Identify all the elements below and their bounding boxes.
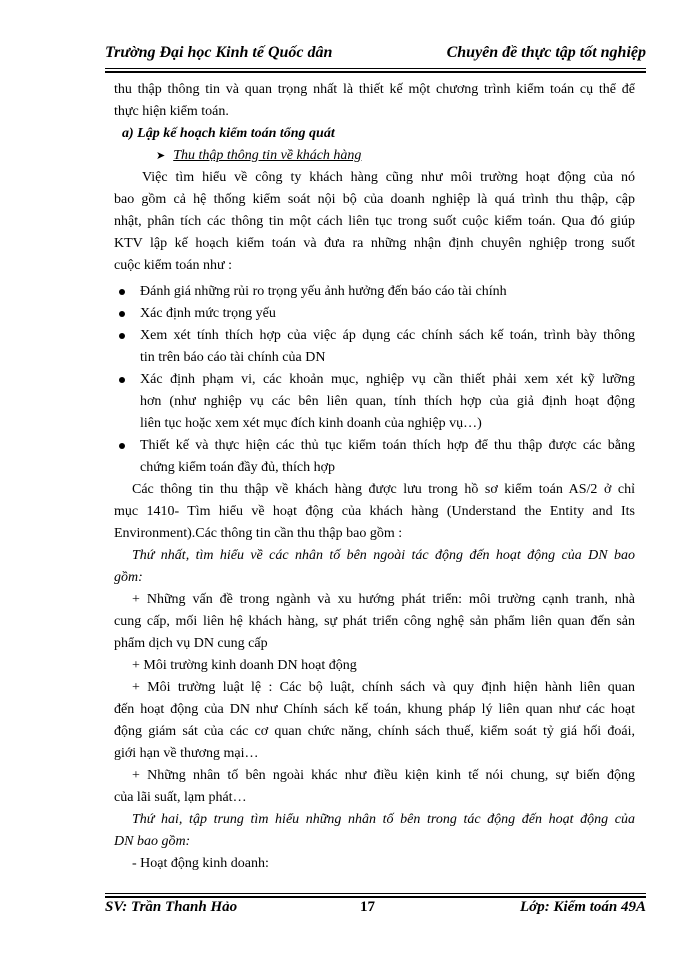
header-rule [105, 68, 646, 69]
bullet-icon [119, 333, 125, 339]
paragraph-line: Việc tìm hiểu về công ty khách hàng cũng như môi trường hoạt động của nó [142, 170, 635, 185]
bullet-text: hơn (như nghiệp vụ các bên liên quan, tính thích hợp của giả định hoạt động [140, 394, 635, 409]
bullet-text: Xác định phạm vi, các khoản mục, nghiệp vụ cần thiết phải xem xét kỹ lưỡng [140, 372, 635, 387]
bullet-icon [119, 311, 125, 317]
external-factor-line: của lãi suất, lạm phát… [114, 790, 247, 805]
subheading [114, 145, 635, 167]
internal-factor-line: - Hoạt động kinh doanh: [132, 856, 269, 871]
external-factor-line: + Môi trường luật lệ : Các bộ luật, chính sách và quy định hiện hành liên quan [132, 680, 635, 695]
footer-rule [105, 893, 646, 894]
external-factor-line: + Môi trường kinh doanh DN hoạt động [132, 658, 357, 673]
bullet-text: chứng kiểm toán đầy đủ, thích hợp [140, 460, 336, 475]
external-factor-line: giới hạn về thương mại… [114, 746, 259, 761]
bullet-text: liên tục hoặc xem xét mục đích kinh doanh của nghiệp vụ…) [140, 416, 482, 431]
header-university: Trường Đại học Kinh tế Quốc dân [105, 44, 333, 61]
arrow-bullet-icon: ➤ [156, 150, 166, 162]
italic-heading-first: gồm: [114, 570, 143, 585]
intro-line: thu thập thông tin và quan trọng nhất là thiết kế một chương trình kiểm toán cụ thể để [114, 82, 635, 97]
bullet-text: Xem xét tính thích hợp của việc áp dụng các chính sách kế toán, trình bày thông [140, 328, 635, 343]
footer-student: SV: Trần Thanh Hảo [105, 899, 238, 915]
external-factor-line: cung cấp, mối liên hệ khách hàng, sự phát triển công nghệ sản phẩm liên quan đến sản [114, 614, 635, 629]
header-document-type: Chuyên đề thực tập tốt nghiệp [446, 44, 646, 61]
bullet-icon [119, 377, 125, 383]
bullet-icon [119, 443, 125, 449]
paragraph-line: KTV lập kế hoạch kiểm toán và đưa ra những nhận định chuyên nghiệp trong suốt [114, 236, 635, 251]
page-header [105, 42, 646, 68]
italic-heading-second: DN bao gồm: [114, 834, 191, 849]
subheading-text: Thu thập thông tin về khách hàng [173, 148, 362, 163]
italic-heading-second: Thứ hai, tập trung tìm hiểu những nhân tố bên trong tác động đến hoạt động của [132, 812, 635, 827]
intro-line: thực hiện kiểm toán. [114, 104, 229, 119]
page-footer [105, 897, 646, 923]
external-factor-line: động giám sát của các cơ quan chức năng, chính sách thuế, kiểm soát tỷ giá hối đoái, [114, 724, 635, 739]
bullet-icon [119, 289, 125, 295]
bullet-item [114, 281, 635, 303]
paragraph-line: nhật, phân tích các thông tin một cách liên tục trong suốt cuộc kiểm toán. Qua đó giúp [114, 214, 635, 229]
bullet-text: Thiết kế và thực hiện các thủ tục kiểm toán thích hợp để thu thập được các bằng [140, 438, 635, 453]
paragraph-line: mục 1410- Tìm hiểu về hoạt động của khách hàng (Understand the Entity and Its [114, 504, 635, 519]
italic-heading-first: Thứ nhất, tìm hiểu về các nhân tố bên ngoài tác động đến hoạt động của DN bao [132, 548, 635, 563]
section-heading-a: a) Lập kế hoạch kiểm toán tổng quát [122, 126, 335, 141]
paragraph-line: bao gồm cả hệ thống kiểm soát nội bộ của doanh nghiệp là quá trình thu thập, cập [114, 192, 635, 207]
external-factor-line: đến hoạt động của DN như Chính sách kế toán, khung pháp lý liên quan như các hoạt [114, 702, 635, 717]
external-factor-line: + Những vấn đề trong ngành và xu hướng phát triển: môi trường cạnh tranh, nhà [132, 592, 635, 607]
paragraph-line: Environment).Các thông tin cần thu thập bao gồm : [114, 526, 403, 541]
paragraph-line: cuộc kiểm toán như : [114, 258, 233, 273]
footer-class: Lớp: Kiểm toán 49A [520, 899, 646, 915]
paragraph-line: Các thông tin thu thập về khách hàng được lưu trong hồ sơ kiểm toán AS/2 ở chỉ [132, 482, 635, 497]
bullet-item [114, 325, 635, 369]
bullet-item [114, 435, 635, 479]
external-factor-line: + Những nhân tố bên ngoài khác như điều kiện kinh tế nói chung, sự biến động [132, 768, 635, 783]
bullet-text: tin trên báo cáo tài chính của DN [140, 350, 326, 365]
external-factor-line: phẩm dịch vụ DN cung cấp [114, 636, 268, 651]
page-number: 17 [360, 899, 375, 915]
bullet-text: Xác định mức trọng yếu [140, 306, 276, 321]
bullet-item [114, 369, 635, 435]
bullet-item [114, 303, 635, 325]
page-body [114, 79, 635, 875]
bullet-text: Đánh giá những rủi ro trọng yếu ảnh hưởng đến báo cáo tài chính [140, 284, 507, 299]
